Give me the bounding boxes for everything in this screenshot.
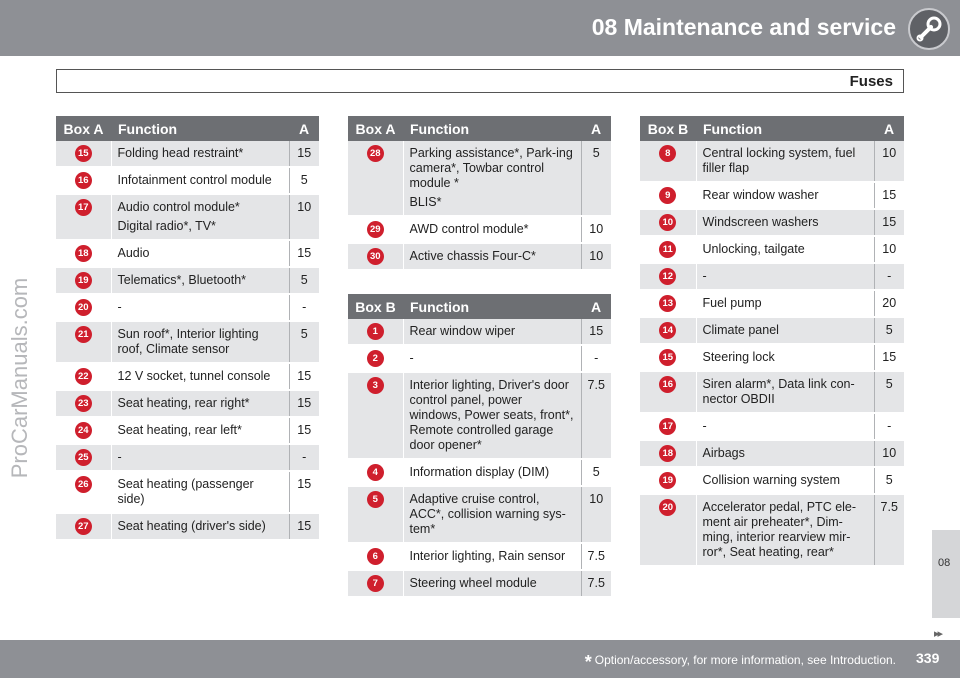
fuse-row	[56, 167, 319, 194]
col-header-amps: A	[874, 116, 904, 141]
fuse-number-badge: 23	[75, 395, 92, 412]
fuse-function-text: Airbags	[702, 446, 745, 460]
fuse-number-cell	[348, 141, 403, 216]
fuse-row	[56, 294, 319, 321]
fuse-number-badge: 2	[367, 350, 384, 367]
fuse-function-cell	[403, 372, 581, 459]
fuse-amperage-cell: 5	[581, 459, 611, 486]
fuse-function-text: Telematics*, Bluetooth*	[117, 273, 247, 287]
fuse-number-cell	[56, 390, 111, 417]
fuse-number-cell	[56, 321, 111, 363]
fuse-function-cell	[403, 243, 581, 270]
fuse-function-cell	[111, 267, 289, 294]
table-header-row	[640, 116, 904, 141]
fuse-function-cell	[111, 240, 289, 267]
col-header-amps: A	[581, 294, 611, 319]
fuse-function-text: Sun roof*, Interior lighting roof, Climate sensor	[117, 327, 259, 356]
fuse-row	[56, 267, 319, 294]
fuse-number-cell	[640, 290, 696, 317]
fuse-row	[348, 372, 611, 459]
fuse-row	[348, 459, 611, 486]
fuse-amperage-cell: 15	[581, 319, 611, 345]
fuse-amperage-cell: -	[581, 345, 611, 372]
table-body	[640, 141, 904, 566]
fuse-function-text: Windscreen washers	[702, 215, 819, 229]
fuse-number-badge: 18	[75, 245, 92, 262]
fuse-amperage-cell: -	[289, 294, 319, 321]
fuse-row	[348, 345, 611, 372]
fuse-number-cell	[348, 243, 403, 270]
col-header-function: Function	[111, 116, 289, 141]
fuse-function-cell	[696, 290, 874, 317]
fuse-number-cell	[348, 345, 403, 372]
fuse-amperage-cell: 5	[289, 267, 319, 294]
fuse-function-cell	[696, 317, 874, 344]
wrench-icon	[908, 8, 950, 50]
fuse-number-badge: 15	[75, 145, 92, 162]
fuse-amperage-cell: 15	[289, 240, 319, 267]
fuse-row	[640, 182, 904, 209]
section-header-box	[56, 69, 904, 93]
fuse-amperage-cell: 10	[581, 486, 611, 543]
fuse-amperage-cell: 15	[874, 344, 904, 371]
fuse-row	[640, 371, 904, 413]
fuse-number-badge: 5	[367, 491, 384, 508]
fuse-number-cell	[348, 319, 403, 345]
fuse-number-badge: 19	[659, 472, 676, 489]
fuse-number-badge: 13	[659, 295, 676, 312]
fuse-function-text: Information display (DIM)	[409, 465, 550, 479]
fuse-function-text: BLIS*	[409, 195, 442, 209]
fuse-function-cell	[111, 513, 289, 540]
chapter-side-tab	[932, 530, 960, 618]
fuse-number-badge: 12	[659, 268, 676, 285]
fuse-number-badge: 20	[659, 499, 676, 516]
fuse-function-text: Collision warning system	[702, 473, 841, 487]
fuse-function-text: Digital radio*, TV*	[117, 219, 216, 233]
fuse-number-badge: 4	[367, 464, 384, 481]
fuse-row	[348, 570, 611, 597]
fuse-function-cell	[111, 444, 289, 471]
fuse-number-badge: 16	[75, 172, 92, 189]
fuse-function-cell	[403, 486, 581, 543]
fuse-function-cell	[111, 363, 289, 390]
fuse-function-text: Unlocking, tailgate	[702, 242, 805, 256]
col-header-function: Function	[696, 116, 874, 141]
fuse-table-box-b-right	[640, 116, 904, 567]
table-body	[56, 141, 319, 540]
fuse-function-text: Steering lock	[702, 350, 775, 364]
fuse-function-cell	[696, 494, 874, 566]
fuse-number-cell	[56, 194, 111, 240]
fuse-amperage-cell: 10	[874, 440, 904, 467]
fuse-function-text: Steering wheel module	[409, 576, 537, 590]
fuse-function-cell	[696, 440, 874, 467]
fuse-number-cell	[56, 167, 111, 194]
fuse-row	[640, 209, 904, 236]
fuse-number-cell	[56, 267, 111, 294]
fuse-number-cell	[640, 440, 696, 467]
next-page-arrows-icon: ▸▸	[934, 628, 942, 640]
fuse-amperage-cell: 10	[874, 236, 904, 263]
fuse-number-cell	[640, 263, 696, 290]
fuse-function-text: Central locking system, fuel filler flap	[702, 146, 856, 175]
fuse-amperage-cell: 15	[289, 141, 319, 167]
fuse-number-cell	[348, 543, 403, 570]
col-header-function: Function	[403, 294, 581, 319]
fuse-function-text: -	[117, 300, 122, 314]
fuse-function-cell	[111, 294, 289, 321]
fuse-function-text: -	[117, 450, 122, 464]
fuse-amperage-cell: 5	[874, 467, 904, 494]
fuse-function-text: Parking assistance*, Park-ing camera*, Towbar control module *	[409, 146, 573, 190]
fuse-function-text: Rear window wiper	[409, 324, 516, 338]
fuse-amperage-cell: 7.5	[581, 543, 611, 570]
fuse-number-badge: 6	[367, 548, 384, 565]
fuse-amperage-cell: 10	[581, 216, 611, 243]
fuse-number-cell	[640, 236, 696, 263]
fuse-function-cell	[111, 321, 289, 363]
fuse-row	[56, 417, 319, 444]
fuse-function-text: Rear window washer	[702, 188, 819, 202]
fuse-function-cell	[403, 216, 581, 243]
fuse-function-cell	[696, 344, 874, 371]
fuse-row	[640, 467, 904, 494]
fuse-amperage-cell: 15	[289, 363, 319, 390]
fuse-table-box-a-middle	[348, 116, 611, 271]
fuse-function-cell	[696, 263, 874, 290]
fuse-amperage-cell: 7.5	[581, 372, 611, 459]
fuse-row	[56, 363, 319, 390]
fuse-number-cell	[640, 371, 696, 413]
fuse-number-badge: 26	[75, 476, 92, 493]
fuse-row	[56, 513, 319, 540]
fuse-number-cell	[56, 444, 111, 471]
fuse-number-cell	[56, 471, 111, 513]
col-header-function: Function	[403, 116, 581, 141]
fuse-number-badge: 8	[659, 145, 676, 162]
fuse-number-cell	[348, 570, 403, 597]
fuse-function-cell	[696, 141, 874, 182]
footnote-text: Option/accessory, for more information, see Introduction.	[594, 653, 896, 667]
fuse-amperage-cell: 15	[289, 513, 319, 540]
fuse-function-text: Audio control module*	[117, 200, 240, 214]
fuse-number-badge: 14	[659, 322, 676, 339]
fuse-amperage-cell: 10	[581, 243, 611, 270]
fuse-number-cell	[56, 363, 111, 390]
fuse-row	[640, 141, 904, 182]
chapter-tab-label: 08	[938, 557, 951, 569]
fuse-function-text: Audio	[117, 246, 150, 260]
fuse-function-text: Seat heating (passenger side)	[117, 477, 254, 506]
fuse-number-cell	[640, 209, 696, 236]
fuse-number-badge: 27	[75, 518, 92, 535]
fuse-function-cell	[696, 182, 874, 209]
table-header-row	[348, 294, 611, 319]
fuse-row	[348, 319, 611, 345]
fuse-amperage-cell: 15	[289, 417, 319, 444]
fuse-row	[640, 440, 904, 467]
fuse-row	[56, 471, 319, 513]
fuse-number-cell	[640, 344, 696, 371]
fuse-number-cell	[348, 372, 403, 459]
fuse-function-text: 12 V socket, tunnel console	[117, 369, 271, 383]
fuse-amperage-cell: 10	[289, 194, 319, 240]
fuse-function-text: Active chassis Four-C*	[409, 249, 536, 263]
fuse-function-text: Interior lighting, Rain sensor	[409, 549, 566, 563]
fuse-function-cell	[111, 390, 289, 417]
fuse-number-cell	[56, 417, 111, 444]
fuse-function-text: Accelerator pedal, PTC ele-ment air preheater*, Dim-ming, interior rearview mir-ror*, Seat heating, rear*	[702, 500, 857, 559]
fuse-row	[56, 321, 319, 363]
fuse-row	[348, 543, 611, 570]
fuse-row	[640, 236, 904, 263]
fuse-number-badge: 21	[75, 326, 92, 343]
wrench-icon-graphic	[910, 10, 948, 48]
fuse-number-badge: 10	[659, 214, 676, 231]
chapter-title: 08 Maintenance and service	[591, 14, 896, 40]
fuse-amperage-cell: -	[874, 263, 904, 290]
fuse-function-text: Infotainment control module	[117, 173, 272, 187]
fuse-number-cell	[56, 294, 111, 321]
fuse-row	[56, 444, 319, 471]
fuse-number-cell	[640, 413, 696, 440]
fuse-number-cell	[640, 182, 696, 209]
col-header-box: Box A	[56, 116, 111, 141]
fuse-function-cell	[403, 141, 581, 216]
fuse-function-cell	[403, 459, 581, 486]
fuse-number-cell	[640, 141, 696, 182]
fuse-function-cell	[111, 471, 289, 513]
col-header-amps: A	[289, 116, 319, 141]
fuse-row	[640, 263, 904, 290]
fuse-function-cell	[696, 467, 874, 494]
fuse-function-text: Interior lighting, Driver's door control panel, power windows, Power seats, front*, Remote controlled garage door opener*	[409, 378, 574, 452]
fuse-amperage-cell: 5	[289, 321, 319, 363]
fuse-amperage-cell: 5	[581, 141, 611, 216]
col-header-box: Box B	[348, 294, 403, 319]
col-header-box: Box A	[348, 116, 403, 141]
fuse-amperage-cell: 10	[874, 141, 904, 182]
fuse-amperage-cell: -	[289, 444, 319, 471]
col-header-amps: A	[581, 116, 611, 141]
fuse-function-cell	[111, 194, 289, 240]
page-number: 339	[916, 650, 940, 666]
fuse-function-cell	[696, 209, 874, 236]
fuse-number-badge: 24	[75, 422, 92, 439]
fuse-function-text: Seat heating, rear right*	[117, 396, 250, 410]
fuse-function-text: Seat heating (driver's side)	[117, 519, 266, 533]
fuse-row	[348, 216, 611, 243]
fuse-number-badge: 30	[367, 248, 384, 265]
fuse-function-cell	[403, 345, 581, 372]
fuse-number-cell	[56, 141, 111, 167]
fuse-row	[56, 194, 319, 240]
fuse-function-text: Siren alarm*, Data link con-nector OBDII	[702, 377, 855, 406]
fuse-function-text: Adaptive cruise control, ACC*, collision warning sys-tem*	[409, 492, 566, 536]
fuse-amperage-cell: 15	[289, 390, 319, 417]
fuse-function-cell	[111, 417, 289, 444]
fuse-function-text: Climate panel	[702, 323, 779, 337]
fuse-function-text: Fuel pump	[702, 296, 762, 310]
table-body	[348, 141, 611, 270]
fuse-row	[640, 494, 904, 566]
fuse-function-cell	[111, 167, 289, 194]
fuse-function-text: AWD control module*	[409, 222, 529, 236]
fuse-number-badge: 25	[75, 449, 92, 466]
fuse-number-cell	[56, 240, 111, 267]
fuse-row	[640, 344, 904, 371]
fuse-amperage-cell: 7.5	[874, 494, 904, 566]
fuse-function-cell	[696, 371, 874, 413]
fuse-number-badge: 22	[75, 368, 92, 385]
fuse-number-badge: 20	[75, 299, 92, 316]
fuse-row	[56, 141, 319, 167]
fuse-row	[348, 486, 611, 543]
fuse-amperage-cell: 5	[874, 371, 904, 413]
watermark: ProCarManuals.com	[7, 277, 32, 479]
table-header-row	[348, 116, 611, 141]
fuse-number-badge: 1	[367, 323, 384, 340]
fuse-number-cell	[640, 317, 696, 344]
fuse-number-badge: 11	[659, 241, 676, 258]
footnote	[585, 652, 896, 673]
fuse-function-cell	[403, 570, 581, 597]
fuse-amperage-cell: 15	[874, 209, 904, 236]
fuse-row	[56, 390, 319, 417]
fuse-amperage-cell: 15	[874, 182, 904, 209]
section-title: Fuses	[849, 73, 893, 90]
fuse-row	[640, 317, 904, 344]
fuse-row	[640, 290, 904, 317]
fuse-number-badge: 3	[367, 377, 384, 394]
fuse-number-badge: 17	[659, 418, 676, 435]
fuse-function-cell	[111, 141, 289, 167]
fuse-number-badge: 7	[367, 575, 384, 592]
fuse-function-cell	[696, 413, 874, 440]
fuse-number-cell	[56, 513, 111, 540]
fuse-number-badge: 15	[659, 349, 676, 366]
fuse-row	[348, 141, 611, 216]
fuse-table-box-b-middle	[348, 294, 611, 598]
fuse-number-cell	[348, 486, 403, 543]
fuse-function-cell	[403, 319, 581, 345]
fuse-number-cell	[640, 467, 696, 494]
fuse-number-badge: 9	[659, 187, 676, 204]
table-body	[348, 319, 611, 597]
fuse-row	[348, 243, 611, 270]
fuse-number-cell	[640, 494, 696, 566]
fuse-number-badge: 19	[75, 272, 92, 289]
fuse-function-cell	[403, 543, 581, 570]
fuse-function-text: Folding head restraint*	[117, 146, 244, 160]
fuse-amperage-cell: 5	[289, 167, 319, 194]
fuse-row	[56, 240, 319, 267]
fuse-number-badge: 17	[75, 199, 92, 216]
table-header-row	[56, 116, 319, 141]
fuse-table-box-a-left	[56, 116, 319, 541]
fuse-function-text: -	[409, 351, 414, 365]
fuse-number-cell	[348, 216, 403, 243]
fuse-amperage-cell: -	[874, 413, 904, 440]
fuse-amperage-cell: 5	[874, 317, 904, 344]
fuse-number-cell	[348, 459, 403, 486]
fuse-amperage-cell: 15	[289, 471, 319, 513]
fuse-amperage-cell: 7.5	[581, 570, 611, 597]
fuse-number-badge: 18	[659, 445, 676, 462]
fuse-number-badge: 28	[367, 145, 384, 162]
fuse-function-cell	[696, 236, 874, 263]
fuse-function-text: -	[702, 419, 707, 433]
fuse-number-badge: 16	[659, 376, 676, 393]
fuse-function-text: -	[702, 269, 707, 283]
fuse-amperage-cell: 20	[874, 290, 904, 317]
fuse-function-text: Seat heating, rear left*	[117, 423, 242, 437]
footnote-asterisk: *	[584, 652, 592, 672]
col-header-box: Box B	[640, 116, 696, 141]
fuse-number-badge: 29	[367, 221, 384, 238]
fuse-row	[640, 413, 904, 440]
